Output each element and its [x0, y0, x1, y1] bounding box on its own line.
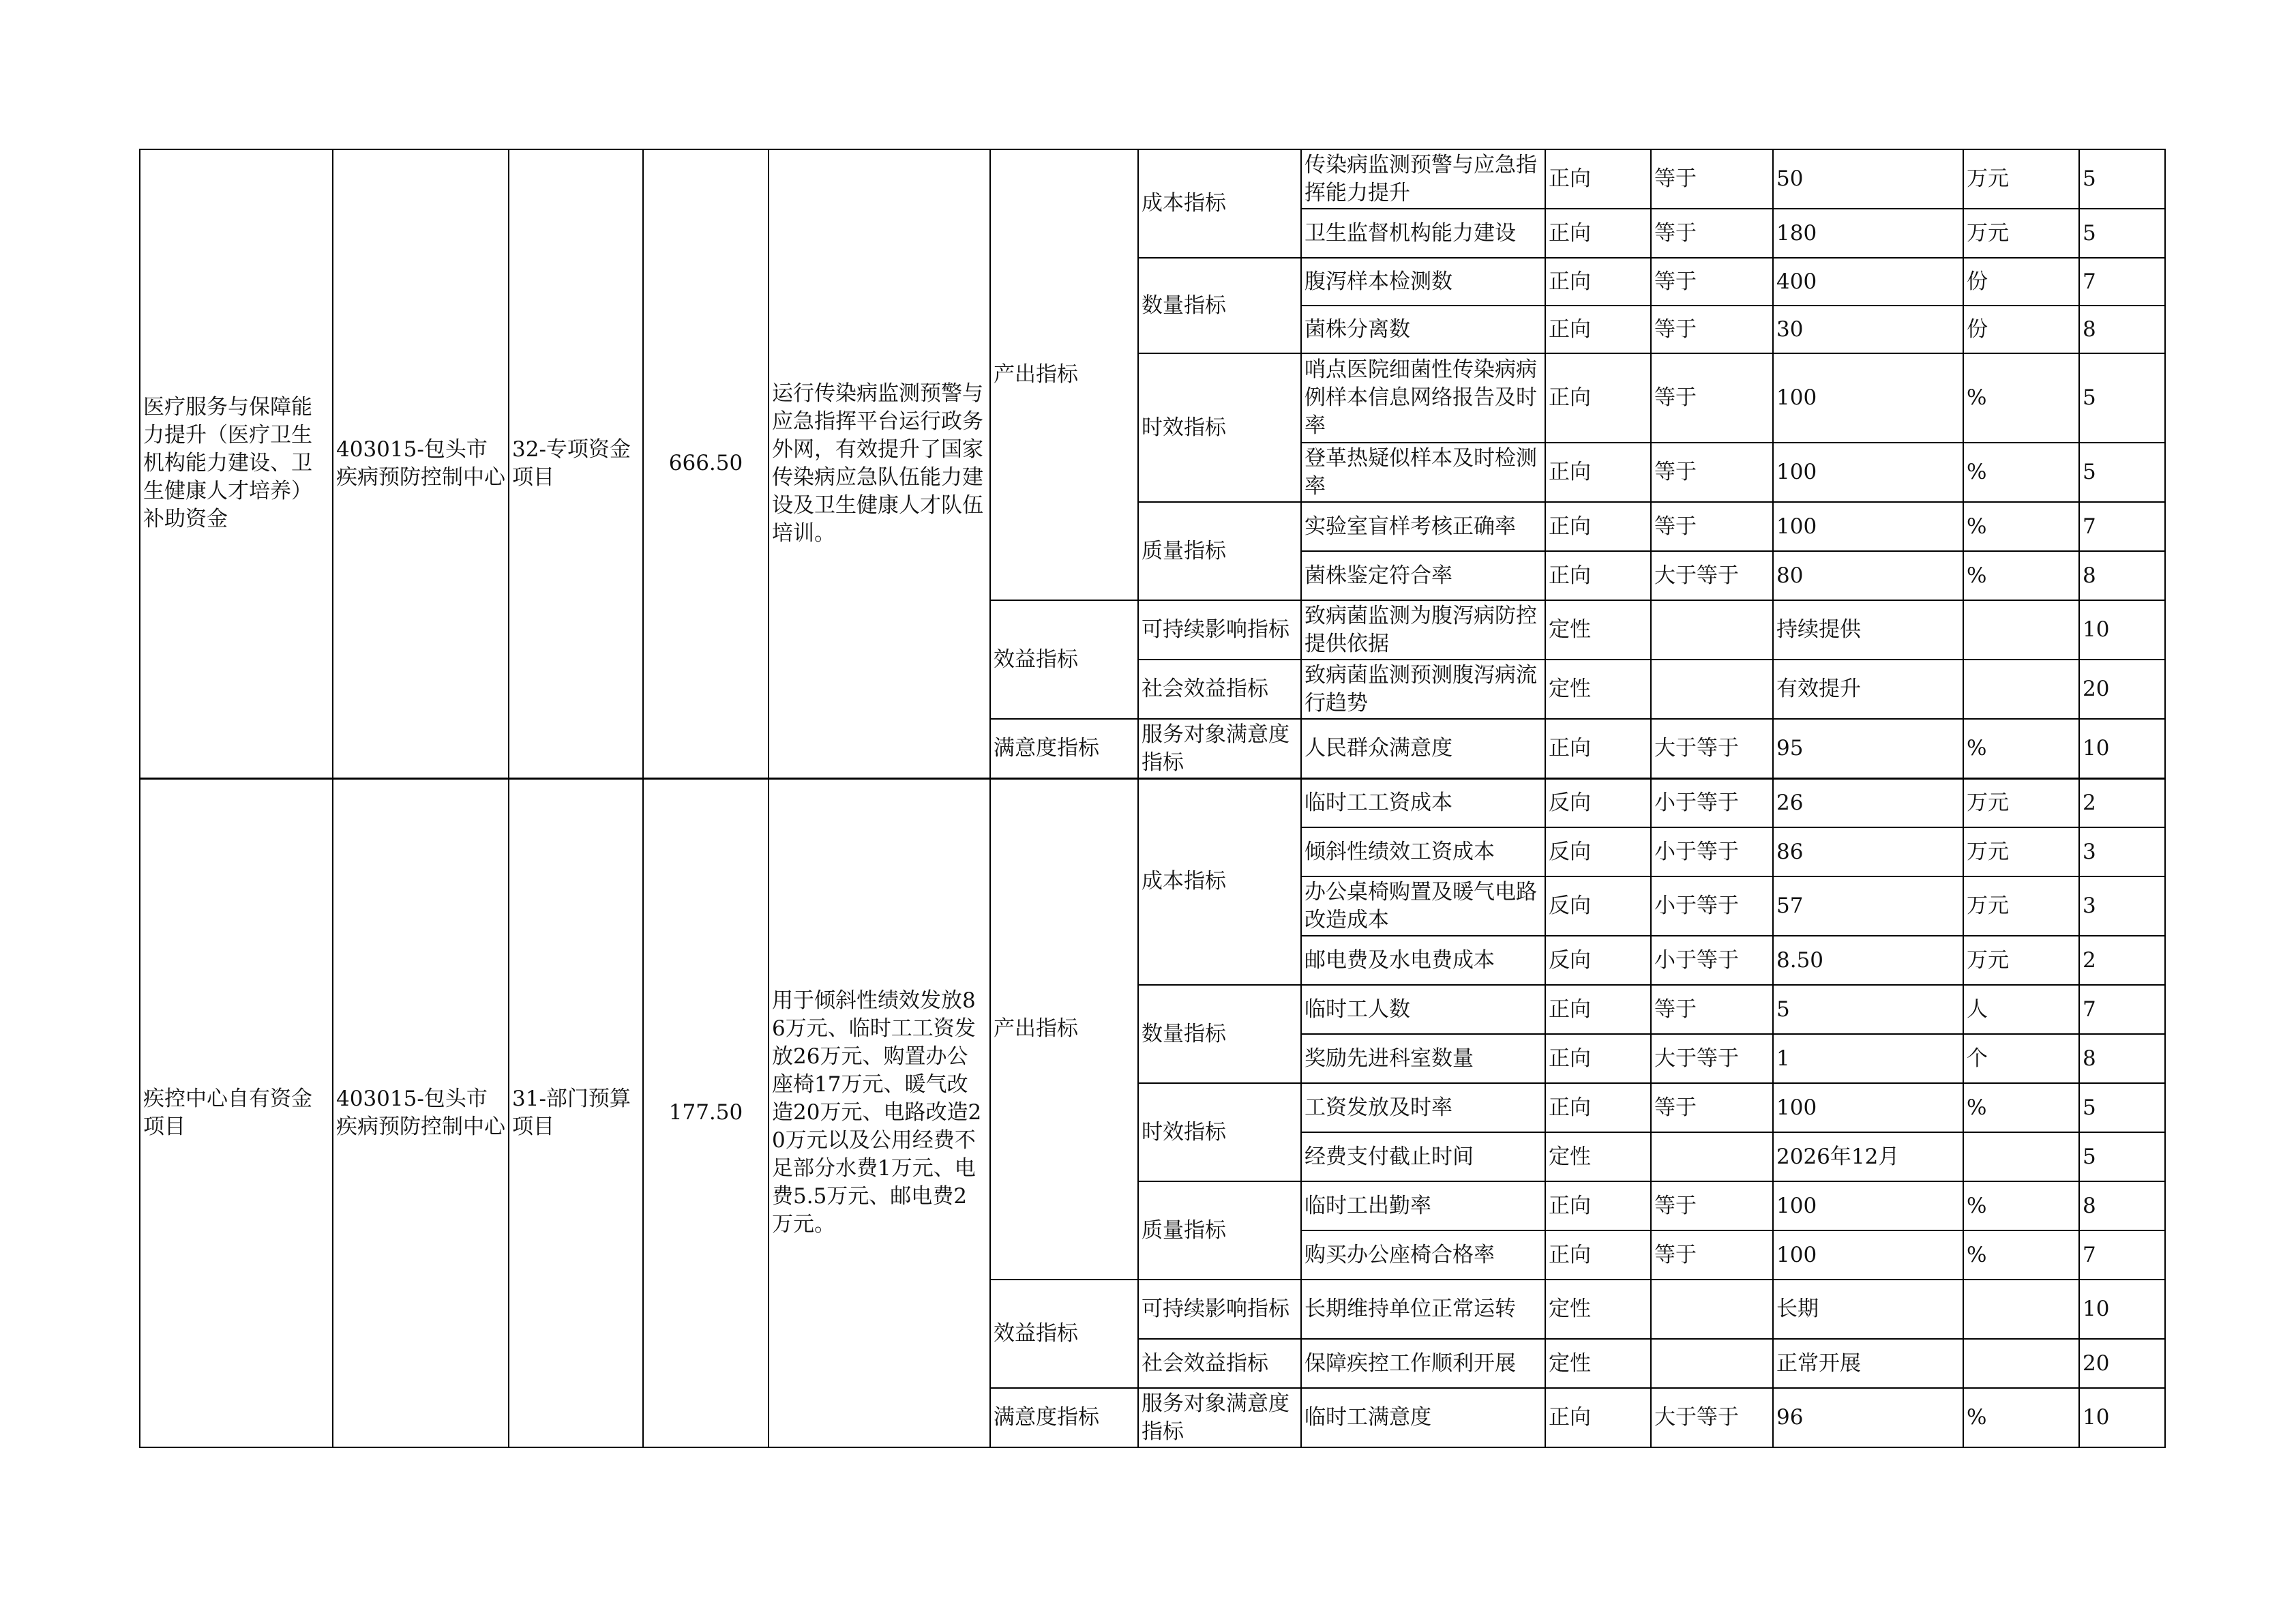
indicator-value: 86 — [1773, 827, 1963, 876]
indicator-name: 倾斜性绩效工资成本 — [1301, 827, 1545, 876]
indicator-name: 临时工人数 — [1301, 985, 1545, 1034]
indicator-operator: 等于 — [1651, 1083, 1773, 1132]
project-goal: 用于倾斜性绩效发放86万元、临时工工资发放26万元、购置办公座椅17万元、暖气改造20万元、电路改造20万元以及公用经费不足部分水费1万元、电费5.5万元、邮电费2万元。 — [769, 778, 990, 1447]
level2-indicator: 质量指标 — [1138, 1181, 1301, 1280]
indicator-operator: 大于等于 — [1651, 1034, 1773, 1083]
indicator-name: 奖励先进科室数量 — [1301, 1034, 1545, 1083]
indicator-weight: 3 — [2079, 876, 2165, 936]
indicator-value: 正常开展 — [1773, 1339, 1963, 1388]
indicator-direction: 正向 — [1545, 1181, 1651, 1230]
indicator-weight: 5 — [2079, 149, 2165, 209]
indicator-value: 5 — [1773, 985, 1963, 1034]
indicator-direction: 定性 — [1545, 1339, 1651, 1388]
indicator-direction: 反向 — [1545, 936, 1651, 985]
indicator-value: 100 — [1773, 353, 1963, 443]
indicator-value: 100 — [1773, 443, 1963, 502]
indicator-unit: 万元 — [1963, 778, 2079, 827]
level2-indicator: 时效指标 — [1138, 1083, 1301, 1181]
indicator-unit: % — [1963, 551, 2079, 600]
indicator-operator: 小于等于 — [1651, 778, 1773, 827]
indicator-unit: % — [1963, 502, 2079, 551]
indicator-value: 96 — [1773, 1388, 1963, 1447]
indicator-weight: 20 — [2079, 660, 2165, 719]
indicator-operator: 等于 — [1651, 306, 1773, 353]
indicator-unit: 人 — [1963, 985, 2079, 1034]
indicator-value: 50 — [1773, 149, 1963, 209]
level2-indicator: 时效指标 — [1138, 353, 1301, 502]
indicator-weight: 7 — [2079, 502, 2165, 551]
indicator-weight: 5 — [2079, 353, 2165, 443]
project-unit: 403015-包头市疾病预防控制中心 — [333, 149, 509, 778]
indicator-unit — [1963, 1339, 2079, 1388]
indicator-direction: 正向 — [1545, 502, 1651, 551]
indicator-name: 菌株鉴定符合率 — [1301, 551, 1545, 600]
indicator-name: 办公桌椅购置及暖气电路改造成本 — [1301, 876, 1545, 936]
indicator-operator: 等于 — [1651, 443, 1773, 502]
indicator-unit: % — [1963, 443, 2079, 502]
indicator-weight: 8 — [2079, 1034, 2165, 1083]
level2-indicator: 可持续影响指标 — [1138, 600, 1301, 660]
indicator-unit: % — [1963, 1388, 2079, 1447]
indicator-value: 100 — [1773, 1230, 1963, 1280]
indicator-unit: 万元 — [1963, 827, 2079, 876]
level1-indicator: 产出指标 — [990, 778, 1138, 1280]
indicator-direction: 反向 — [1545, 778, 1651, 827]
indicator-unit: % — [1963, 1230, 2079, 1280]
level2-indicator: 成本指标 — [1138, 778, 1301, 985]
indicator-direction: 正向 — [1545, 209, 1651, 258]
indicator-unit — [1963, 660, 2079, 719]
indicator-value: 57 — [1773, 876, 1963, 936]
indicator-operator — [1651, 660, 1773, 719]
indicator-weight: 8 — [2079, 1181, 2165, 1230]
indicator-operator — [1651, 1339, 1773, 1388]
indicator-value: 持续提供 — [1773, 600, 1963, 660]
indicator-value: 长期 — [1773, 1280, 1963, 1339]
level2-indicator: 质量指标 — [1138, 502, 1301, 600]
indicator-value: 400 — [1773, 258, 1963, 306]
indicator-weight: 10 — [2079, 1280, 2165, 1339]
level1-indicator: 满意度指标 — [990, 719, 1138, 778]
indicator-name: 经费支付截止时间 — [1301, 1132, 1545, 1181]
indicator-direction: 正向 — [1545, 719, 1651, 778]
indicator-direction: 正向 — [1545, 985, 1651, 1034]
indicator-name: 保障疾控工作顺利开展 — [1301, 1339, 1545, 1388]
indicator-name: 传染病监测预警与应急指挥能力提升 — [1301, 149, 1545, 209]
indicator-operator: 大于等于 — [1651, 551, 1773, 600]
project-unit: 403015-包头市疾病预防控制中心 — [333, 778, 509, 1447]
indicator-value: 100 — [1773, 1083, 1963, 1132]
indicator-operator: 大于等于 — [1651, 1388, 1773, 1447]
project-name: 医疗服务与保障能力提升（医疗卫生机构能力建设、卫生健康人才培养）补助资金 — [140, 149, 333, 778]
indicator-unit: % — [1963, 1181, 2079, 1230]
indicator-weight: 5 — [2079, 209, 2165, 258]
indicator-weight: 8 — [2079, 306, 2165, 353]
project-amount: 177.50 — [643, 778, 769, 1447]
indicator-weight: 7 — [2079, 1230, 2165, 1280]
level1-indicator: 满意度指标 — [990, 1388, 1138, 1447]
indicator-operator: 小于等于 — [1651, 876, 1773, 936]
indicator-direction: 正向 — [1545, 443, 1651, 502]
project-goal: 运行传染病监测预警与应急指挥平台运行政务外网，有效提升了国家传染病应急队伍能力建设及卫生健康人才队伍培训。 — [769, 149, 990, 778]
indicator-name: 致病菌监测预测腹泻病流行趋势 — [1301, 660, 1545, 719]
indicator-unit: 个 — [1963, 1034, 2079, 1083]
indicator-unit: 份 — [1963, 258, 2079, 306]
indicator-unit: 万元 — [1963, 149, 2079, 209]
indicator-unit: % — [1963, 719, 2079, 778]
indicator-name: 邮电费及水电费成本 — [1301, 936, 1545, 985]
indicator-name: 登革热疑似样本及时检测率 — [1301, 443, 1545, 502]
indicator-operator — [1651, 1280, 1773, 1339]
indicator-value: 180 — [1773, 209, 1963, 258]
project-type: 32-专项资金项目 — [509, 149, 643, 778]
indicator-direction: 正向 — [1545, 1388, 1651, 1447]
indicator-direction: 正向 — [1545, 149, 1651, 209]
level1-indicator: 效益指标 — [990, 600, 1138, 719]
indicator-operator: 等于 — [1651, 149, 1773, 209]
indicator-name: 临时工工资成本 — [1301, 778, 1545, 827]
indicator-weight: 5 — [2079, 1083, 2165, 1132]
indicator-operator: 等于 — [1651, 1181, 1773, 1230]
indicator-operator — [1651, 1132, 1773, 1181]
indicator-operator: 等于 — [1651, 353, 1773, 443]
performance-target-table — [139, 149, 2166, 1448]
table-row — [140, 778, 2165, 827]
indicator-direction: 反向 — [1545, 827, 1651, 876]
indicator-weight: 5 — [2079, 1132, 2165, 1181]
indicator-unit — [1963, 1280, 2079, 1339]
indicator-direction: 正向 — [1545, 353, 1651, 443]
indicator-operator: 大于等于 — [1651, 719, 1773, 778]
indicator-name: 致病菌监测为腹泻病防控提供依据 — [1301, 600, 1545, 660]
indicator-value: 2026年12月 — [1773, 1132, 1963, 1181]
indicator-value: 80 — [1773, 551, 1963, 600]
indicator-unit: 万元 — [1963, 876, 2079, 936]
indicator-name: 购买办公座椅合格率 — [1301, 1230, 1545, 1280]
indicator-value: 95 — [1773, 719, 1963, 778]
level2-indicator: 社会效益指标 — [1138, 660, 1301, 719]
indicator-operator: 小于等于 — [1651, 827, 1773, 876]
indicator-unit: 万元 — [1963, 936, 2079, 985]
indicator-operator: 小于等于 — [1651, 936, 1773, 985]
indicator-direction: 正向 — [1545, 306, 1651, 353]
indicator-weight: 2 — [2079, 778, 2165, 827]
indicator-name: 临时工出勤率 — [1301, 1181, 1545, 1230]
indicator-unit: % — [1963, 353, 2079, 443]
indicator-operator: 等于 — [1651, 209, 1773, 258]
indicator-operator: 等于 — [1651, 1230, 1773, 1280]
indicator-name: 临时工满意度 — [1301, 1388, 1545, 1447]
indicator-name: 哨点医院细菌性传染病病例样本信息网络报告及时率 — [1301, 353, 1545, 443]
level2-indicator: 数量指标 — [1138, 985, 1301, 1083]
indicator-unit — [1963, 1132, 2079, 1181]
indicator-value: 1 — [1773, 1034, 1963, 1083]
level2-indicator: 数量指标 — [1138, 258, 1301, 353]
indicator-weight: 7 — [2079, 985, 2165, 1034]
indicator-weight: 10 — [2079, 1388, 2165, 1447]
indicator-name: 菌株分离数 — [1301, 306, 1545, 353]
level2-indicator: 成本指标 — [1138, 149, 1301, 258]
indicator-value: 有效提升 — [1773, 660, 1963, 719]
indicator-operator: 等于 — [1651, 985, 1773, 1034]
level1-indicator: 效益指标 — [990, 1280, 1138, 1388]
project-amount: 666.50 — [643, 149, 769, 778]
indicator-weight: 2 — [2079, 936, 2165, 985]
indicator-direction: 正向 — [1545, 551, 1651, 600]
indicator-direction: 正向 — [1545, 1034, 1651, 1083]
level1-indicator: 产出指标 — [990, 149, 1138, 600]
indicator-weight: 10 — [2079, 719, 2165, 778]
indicator-unit: 万元 — [1963, 209, 2079, 258]
indicator-operator: 等于 — [1651, 502, 1773, 551]
indicator-name: 卫生监督机构能力建设 — [1301, 209, 1545, 258]
indicator-weight: 3 — [2079, 827, 2165, 876]
level2-indicator: 社会效益指标 — [1138, 1339, 1301, 1388]
indicator-direction: 正向 — [1545, 1230, 1651, 1280]
level2-indicator: 可持续影响指标 — [1138, 1280, 1301, 1339]
indicator-weight: 10 — [2079, 600, 2165, 660]
indicator-weight: 8 — [2079, 551, 2165, 600]
indicator-value: 100 — [1773, 502, 1963, 551]
indicator-name: 工资发放及时率 — [1301, 1083, 1545, 1132]
indicator-weight: 20 — [2079, 1339, 2165, 1388]
level2-indicator: 服务对象满意度指标 — [1138, 719, 1301, 778]
indicator-name: 人民群众满意度 — [1301, 719, 1545, 778]
indicator-weight: 7 — [2079, 258, 2165, 306]
indicator-direction: 定性 — [1545, 660, 1651, 719]
indicator-value: 8.50 — [1773, 936, 1963, 985]
indicator-direction: 反向 — [1545, 876, 1651, 936]
indicator-name: 腹泻样本检测数 — [1301, 258, 1545, 306]
indicator-unit: % — [1963, 1083, 2079, 1132]
table-row — [140, 149, 2165, 209]
indicator-unit: 份 — [1963, 306, 2079, 353]
project-name: 疾控中心自有资金项目 — [140, 778, 333, 1447]
indicator-direction: 定性 — [1545, 1280, 1651, 1339]
indicator-direction: 定性 — [1545, 1132, 1651, 1181]
indicator-operator — [1651, 600, 1773, 660]
indicator-operator: 等于 — [1651, 258, 1773, 306]
indicator-weight: 5 — [2079, 443, 2165, 502]
indicator-direction: 正向 — [1545, 258, 1651, 306]
indicator-value: 26 — [1773, 778, 1963, 827]
project-type: 31-部门预算项目 — [509, 778, 643, 1447]
level2-indicator: 服务对象满意度指标 — [1138, 1388, 1301, 1447]
indicator-name: 长期维持单位正常运转 — [1301, 1280, 1545, 1339]
indicator-name: 实验室盲样考核正确率 — [1301, 502, 1545, 551]
indicator-value: 30 — [1773, 306, 1963, 353]
indicator-value: 100 — [1773, 1181, 1963, 1230]
indicator-unit — [1963, 600, 2079, 660]
indicator-direction: 正向 — [1545, 1083, 1651, 1132]
indicator-direction: 定性 — [1545, 600, 1651, 660]
